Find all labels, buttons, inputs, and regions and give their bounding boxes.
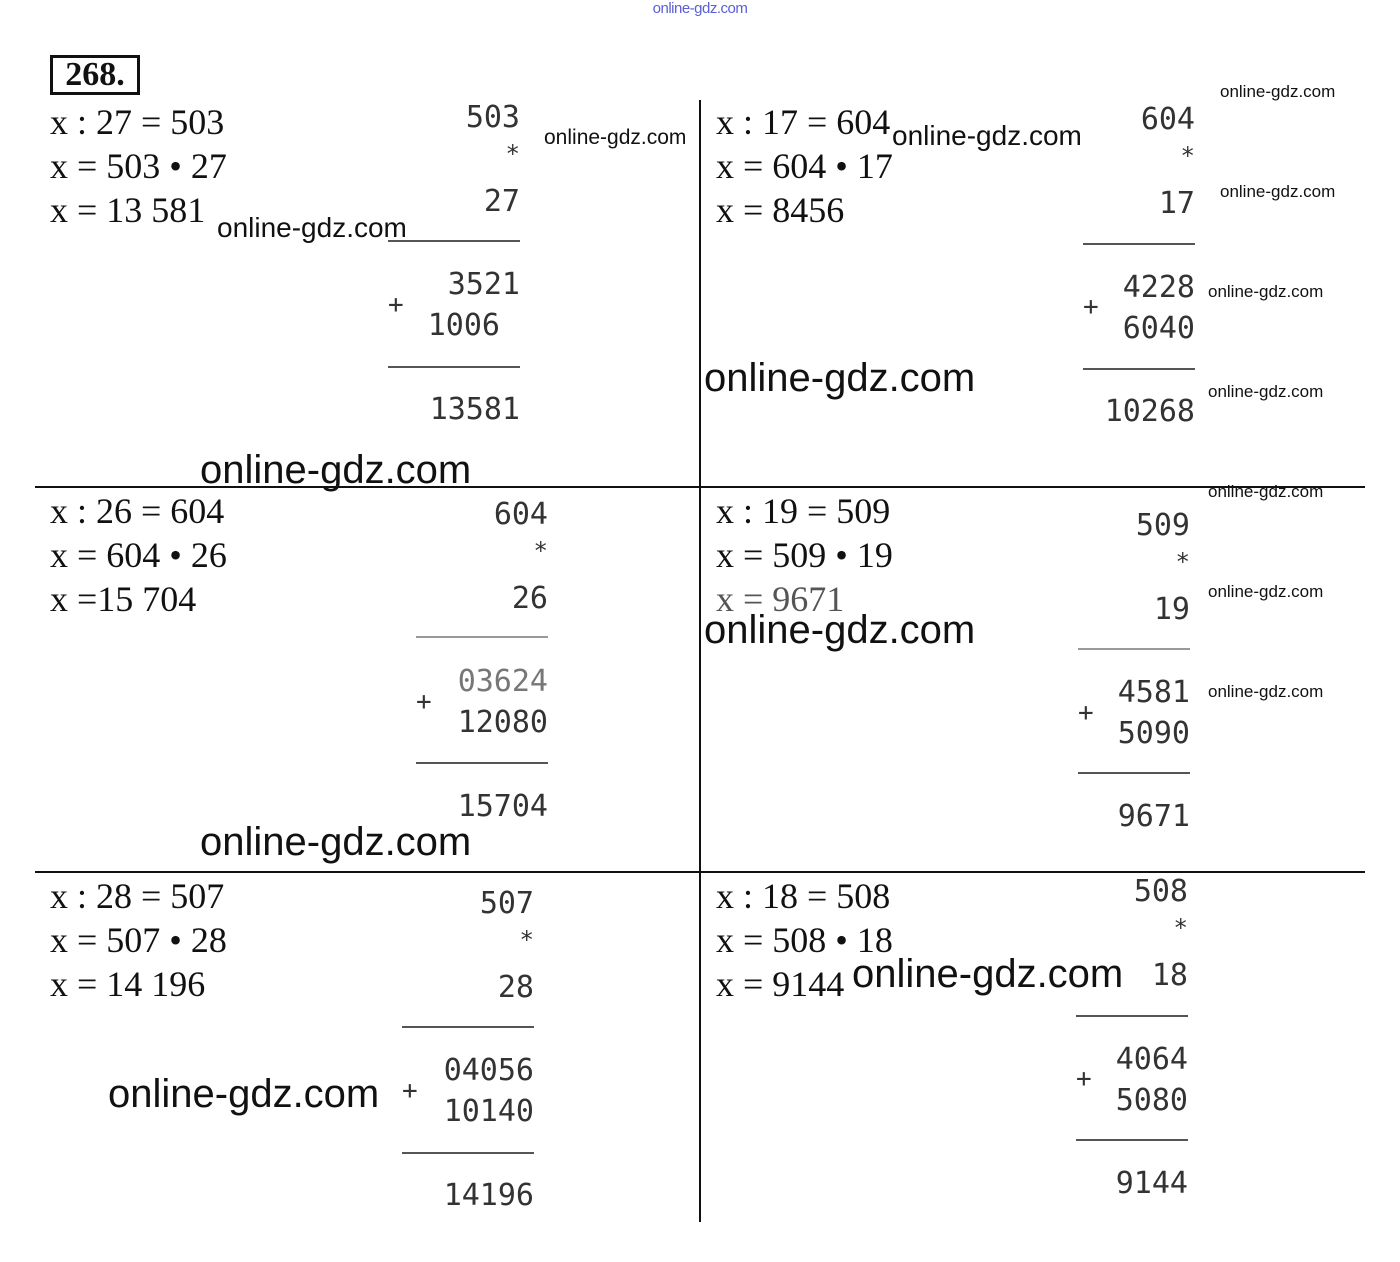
partial-product-2: 5080 bbox=[1115, 1083, 1188, 1118]
multiplicand: 503 bbox=[465, 100, 520, 135]
equation-line: x = 8456 bbox=[716, 190, 845, 230]
equation-line: x : 27 = 503 bbox=[50, 102, 225, 142]
rule bbox=[1078, 772, 1190, 774]
watermark: online-gdz.com bbox=[108, 1072, 380, 1116]
plus-sign: + bbox=[416, 687, 432, 717]
multiply-sign: * bbox=[533, 537, 548, 565]
partial-product-1: 03624 bbox=[457, 664, 548, 699]
rule bbox=[388, 366, 520, 368]
multiply-sign: * bbox=[1180, 142, 1195, 170]
equation-line: x =15 704 bbox=[50, 579, 197, 619]
plus-sign: + bbox=[1083, 292, 1099, 322]
multiply-sign: * bbox=[1175, 548, 1190, 576]
equation-line: x = 508 • 18 bbox=[716, 920, 893, 960]
product: 13581 bbox=[429, 392, 520, 427]
equation-line: x = 604 • 26 bbox=[50, 535, 227, 575]
equation-line: x = 503 • 27 bbox=[50, 146, 227, 186]
watermark: online-gdz.com bbox=[1208, 482, 1324, 501]
rule bbox=[402, 1026, 534, 1028]
partial-product-2: 5090 bbox=[1117, 716, 1190, 751]
watermark: online-gdz.com bbox=[1208, 682, 1324, 701]
cell-5 bbox=[50, 874, 227, 1006]
watermark: online-gdz.com bbox=[704, 356, 976, 400]
plus-sign: + bbox=[1076, 1064, 1092, 1094]
cell-1 bbox=[50, 100, 227, 232]
multiplicand: 509 bbox=[1135, 508, 1190, 543]
product: 14196 bbox=[443, 1178, 534, 1213]
partial-product-1: 4581 bbox=[1117, 675, 1190, 710]
watermark: online-gdz.com bbox=[1220, 182, 1336, 201]
partial-product-1: 4064 bbox=[1115, 1042, 1188, 1077]
partial-product-2: 1006 bbox=[427, 308, 500, 343]
watermark: online-gdz.com bbox=[217, 212, 407, 243]
cell-2 bbox=[716, 100, 893, 232]
watermark: online-gdz.com bbox=[852, 952, 1124, 996]
equation-line: x = 604 • 17 bbox=[716, 146, 893, 186]
partial-product-1: 3521 bbox=[447, 267, 520, 302]
watermark: online-gdz.com bbox=[200, 820, 472, 864]
equation-line: x = 9671 bbox=[716, 579, 845, 619]
watermark: online-gdz.com bbox=[704, 608, 976, 652]
multiplier: 26 bbox=[511, 581, 548, 616]
multiplicand: 604 bbox=[1140, 102, 1195, 137]
column-multiplication-4 bbox=[1070, 508, 1190, 848]
rule bbox=[416, 762, 548, 764]
partial-product-2: 10140 bbox=[443, 1094, 534, 1129]
rule bbox=[402, 1152, 534, 1154]
equation-line: x = 13 581 bbox=[50, 190, 206, 230]
multiply-sign: * bbox=[505, 140, 520, 168]
plus-sign: + bbox=[402, 1076, 418, 1106]
rule bbox=[1083, 243, 1195, 245]
column-multiplication-3 bbox=[408, 497, 548, 837]
multiplicand: 604 bbox=[493, 497, 548, 532]
equation-line: x : 17 = 604 bbox=[716, 102, 891, 142]
top-watermark: online-gdz.com bbox=[652, 0, 748, 17]
multiply-sign: * bbox=[1173, 914, 1188, 942]
cell-4 bbox=[716, 489, 893, 621]
multiplicand: 507 bbox=[479, 886, 534, 921]
watermark: online-gdz.com bbox=[892, 120, 1082, 151]
product: 15704 bbox=[457, 789, 548, 824]
partial-product-1: 04056 bbox=[443, 1053, 534, 1088]
rule bbox=[388, 240, 520, 242]
product: 9144 bbox=[1115, 1166, 1188, 1201]
partial-product-2: 12080 bbox=[457, 705, 548, 740]
equation-line: x : 26 = 604 bbox=[50, 491, 225, 531]
multiplier: 28 bbox=[497, 970, 534, 1005]
multiplier: 19 bbox=[1153, 592, 1190, 627]
watermark: online-gdz.com bbox=[1208, 282, 1324, 301]
equation-line: x : 28 = 507 bbox=[50, 876, 225, 916]
rule bbox=[1076, 1015, 1188, 1017]
watermark: online-gdz.com bbox=[1208, 382, 1324, 401]
rule bbox=[1078, 648, 1190, 650]
column-multiplication-5 bbox=[394, 886, 534, 1226]
watermark: online-gdz.com bbox=[1220, 82, 1336, 101]
equation-line: x = 14 196 bbox=[50, 964, 206, 1004]
watermark: online-gdz.com bbox=[1208, 582, 1324, 601]
watermark: online-gdz.com bbox=[200, 448, 472, 492]
equation-line: x : 19 = 509 bbox=[716, 491, 891, 531]
watermark: online-gdz.com bbox=[544, 126, 687, 149]
plus-sign: + bbox=[388, 290, 404, 320]
multiplier: 27 bbox=[483, 184, 520, 219]
product: 10268 bbox=[1104, 394, 1195, 429]
multiplier: 18 bbox=[1151, 958, 1188, 993]
rule bbox=[1076, 1139, 1188, 1141]
product: 9671 bbox=[1117, 799, 1190, 834]
cell-3 bbox=[50, 489, 227, 621]
horizontal-divider-2 bbox=[35, 871, 1365, 873]
equation-line: x = 507 • 28 bbox=[50, 920, 227, 960]
equation-line: x = 9144 bbox=[716, 964, 845, 1004]
column-multiplication-6 bbox=[1068, 874, 1188, 1214]
rule bbox=[416, 636, 548, 638]
multiplicand: 508 bbox=[1133, 874, 1188, 909]
column-multiplication-1 bbox=[380, 100, 520, 440]
equation-line: x = 509 • 19 bbox=[716, 535, 893, 575]
rule bbox=[1083, 368, 1195, 370]
problem-number: 268. bbox=[50, 55, 140, 95]
multiplier: 17 bbox=[1158, 186, 1195, 221]
equation-line: x : 18 = 508 bbox=[716, 876, 891, 916]
partial-product-2: 6040 bbox=[1122, 311, 1195, 346]
partial-product-1: 4228 bbox=[1122, 270, 1195, 305]
plus-sign: + bbox=[1078, 698, 1094, 728]
column-multiplication-2 bbox=[1075, 102, 1195, 442]
vertical-divider bbox=[699, 100, 701, 1222]
multiply-sign: * bbox=[519, 926, 534, 954]
